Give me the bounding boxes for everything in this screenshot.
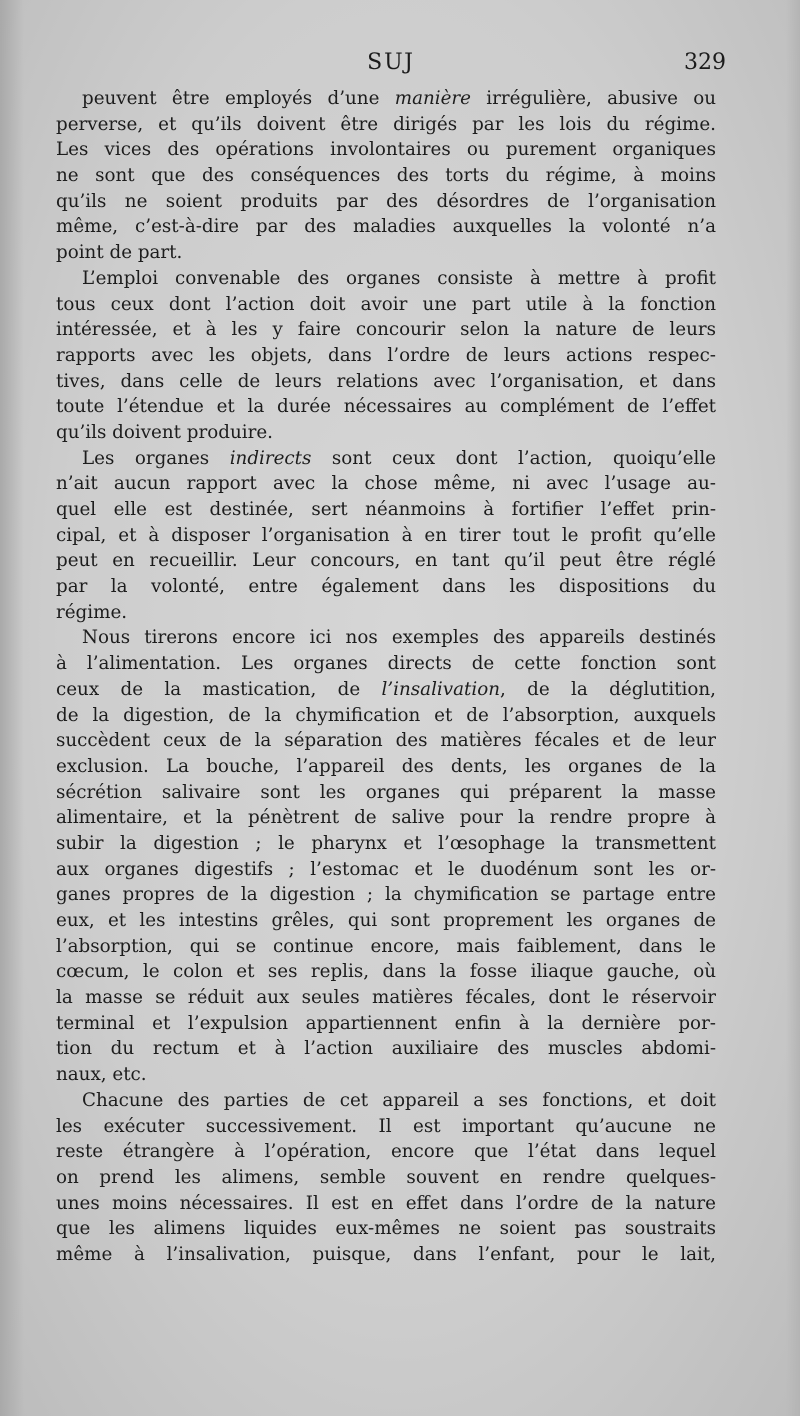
text-line [56, 857, 716, 883]
text-line [56, 1036, 716, 1062]
text-segment: L’emploi convenable des organes consiste à mettre à profit [82, 267, 716, 289]
paragraph [56, 625, 716, 1087]
text-line [56, 214, 716, 240]
page-number: 329 [684, 50, 726, 75]
text-segment: manière [394, 88, 471, 109]
text-segment: qu’ils doivent produire. [56, 421, 273, 443]
text-line [56, 369, 716, 395]
text-segment: tives, dans celle de leurs relations avec l’organisation, et dans [56, 370, 716, 392]
text-line [56, 394, 716, 420]
text-segment: exclusion. La bouche, l’appareil des dents, les organes de la [56, 755, 716, 777]
text-line [56, 1191, 716, 1217]
text-segment: naux, etc. [56, 1064, 147, 1086]
text-segment: régime. [56, 601, 128, 623]
text-line [56, 497, 716, 523]
text-line [56, 780, 716, 806]
text-segment: indirects [229, 447, 312, 469]
text-line [56, 831, 716, 857]
text-segment: reste étrangère à l’opération, encore que l’état dans lequel [56, 1141, 716, 1163]
text-segment: les exécuter successivement. Il est important qu’aucune ne [56, 1115, 716, 1137]
text-segment: la masse se réduit aux seules matières fécales, dont le réservoir [56, 987, 716, 1009]
text-line [56, 1139, 716, 1165]
text-line [56, 985, 716, 1011]
text-line [56, 934, 716, 960]
text-line [56, 163, 716, 189]
text-segment: sont ceux dont l’action, quoiqu’elle [311, 447, 716, 469]
text-line [56, 523, 716, 549]
text-segment: même à l’insalivation, puisque, dans l’enfant, pour le lait, [56, 1243, 716, 1265]
text-segment: subir la digestion ; le pharynx et l’œsophage la transmettent [56, 832, 716, 854]
paragraph [56, 446, 716, 626]
text-segment: n’ait aucun rapport avec la chose même, ni avec l’usage au- [56, 473, 716, 495]
text-segment: tion du rectum et à l’action auxiliaire des muscles abdomi- [56, 1038, 716, 1060]
text-segment: unes moins nécessaires. Il est en effet dans l’ordre de la nature [56, 1192, 716, 1214]
text-line [56, 317, 716, 343]
text-segment: point de part. [56, 242, 183, 264]
text-line [56, 343, 716, 369]
text-segment: , de la déglutition, [499, 678, 716, 700]
text-line [56, 625, 716, 651]
text-line [56, 1011, 716, 1037]
text-line [56, 471, 716, 497]
text-line [56, 882, 716, 908]
text-line [56, 754, 716, 780]
text-segment: alimentaire, et la pénètrent de salive pour la rendre propre à [56, 807, 716, 829]
text-segment: succèdent ceux de la séparation des matières fécales et de leur [56, 730, 716, 752]
body-text [56, 86, 716, 1268]
text-segment: irrégulière, abusive ou [470, 88, 716, 109]
text-segment: perverse, et qu’ils doivent être dirigés par les lois du régime. [56, 113, 716, 135]
text-line [56, 1165, 716, 1191]
text-line [56, 1242, 716, 1268]
text-line [56, 959, 716, 985]
text-segment: peut en recueillir. Leur concours, en tant qu’il peut être réglé [56, 550, 716, 572]
text-segment: toute l’étendue et la durée nécessaires au complément de l’effet [56, 396, 716, 418]
text-segment: à l’alimentation. Les organes directs de cette fonction sont [56, 653, 716, 675]
text-line [56, 420, 716, 446]
text-line [56, 112, 716, 138]
text-segment: eux, et les intestins grêles, qui sont proprement les organes de [56, 910, 716, 931]
text-segment: que les alimens liquides eux-mêmes ne soient pas soustraits [56, 1218, 716, 1240]
text-line [56, 651, 716, 677]
text-segment: on prend les alimens, semble souvent en rendre quelques- [56, 1166, 716, 1188]
text-segment: quel elle est destinée, sert néanmoins à fortifier l’effet prin- [56, 499, 716, 520]
page-header [56, 50, 726, 82]
text-line [56, 805, 716, 831]
text-segment: intéressée, et à les y faire concourir selon la nature de leurs [56, 319, 716, 341]
running-head: SUJ [367, 50, 415, 75]
text-segment: Les organes [82, 447, 230, 469]
text-segment: qu’ils ne soient produits par des désordres de l’organisation [56, 190, 716, 212]
text-segment: l’absorption, qui se continue encore, mais faiblement, dans le [56, 935, 716, 957]
text-segment: terminal et l’expulsion appartiennent enfin à la dernière por- [56, 1012, 716, 1034]
text-segment: cipal, et à disposer l’organisation à en tirer tout le profit qu’elle [56, 524, 716, 546]
text-line [56, 728, 716, 754]
text-segment: cœcum, le colon et ses replis, dans la fosse iliaque gauche, où [56, 961, 716, 983]
text-line [56, 908, 716, 934]
text-line [56, 574, 716, 600]
text-segment: sécrétion salivaire sont les organes qui préparent la masse [56, 781, 716, 803]
text-line [56, 548, 716, 574]
text-line [56, 137, 716, 163]
text-line [56, 1114, 716, 1140]
text-segment: même, c’est-à-dire par des maladies auxquelles la volonté n’a [56, 216, 716, 238]
text-segment: ceux de la mastication, de [56, 678, 382, 700]
text-line [56, 240, 716, 266]
text-line [56, 189, 716, 215]
text-segment: l’insalivation [381, 678, 500, 700]
text-segment: Nous tirerons encore ici nos exemples des appareils destinés [82, 627, 716, 649]
text-line [56, 266, 716, 292]
text-segment: par la volonté, entre également dans les dispositions du [56, 576, 716, 598]
text-line [56, 1216, 716, 1242]
paragraph [56, 86, 716, 266]
text-line [56, 292, 716, 318]
text-segment: peuvent être employés d’une [82, 88, 395, 109]
text-segment: Chacune des parties de cet appareil a ses fonctions, et doit [82, 1089, 716, 1111]
text-segment: Les vices des opérations involontaires ou purement organiques [56, 139, 716, 161]
text-line [56, 1088, 716, 1114]
text-line [56, 677, 716, 703]
text-line [56, 600, 716, 626]
text-line [56, 446, 716, 472]
text-segment: de la digestion, de la chymification et de l’absorption, auxquels [56, 704, 716, 726]
text-line [56, 86, 716, 112]
text-segment: tous ceux dont l’action doit avoir une part utile à la fonction [56, 293, 716, 315]
text-segment: rapports avec les objets, dans l’ordre de leurs actions respec- [56, 344, 716, 366]
paragraph [56, 1088, 716, 1268]
paragraph [56, 266, 716, 446]
text-segment: ganes propres de la digestion ; la chymification se partage entre [56, 884, 716, 906]
text-segment: ne sont que des conséquences des torts du régime, à moins [56, 165, 716, 187]
text-line [56, 703, 716, 729]
text-segment: aux organes digestifs ; l’estomac et le duodénum sont les or- [56, 858, 716, 880]
text-line [56, 1062, 716, 1088]
